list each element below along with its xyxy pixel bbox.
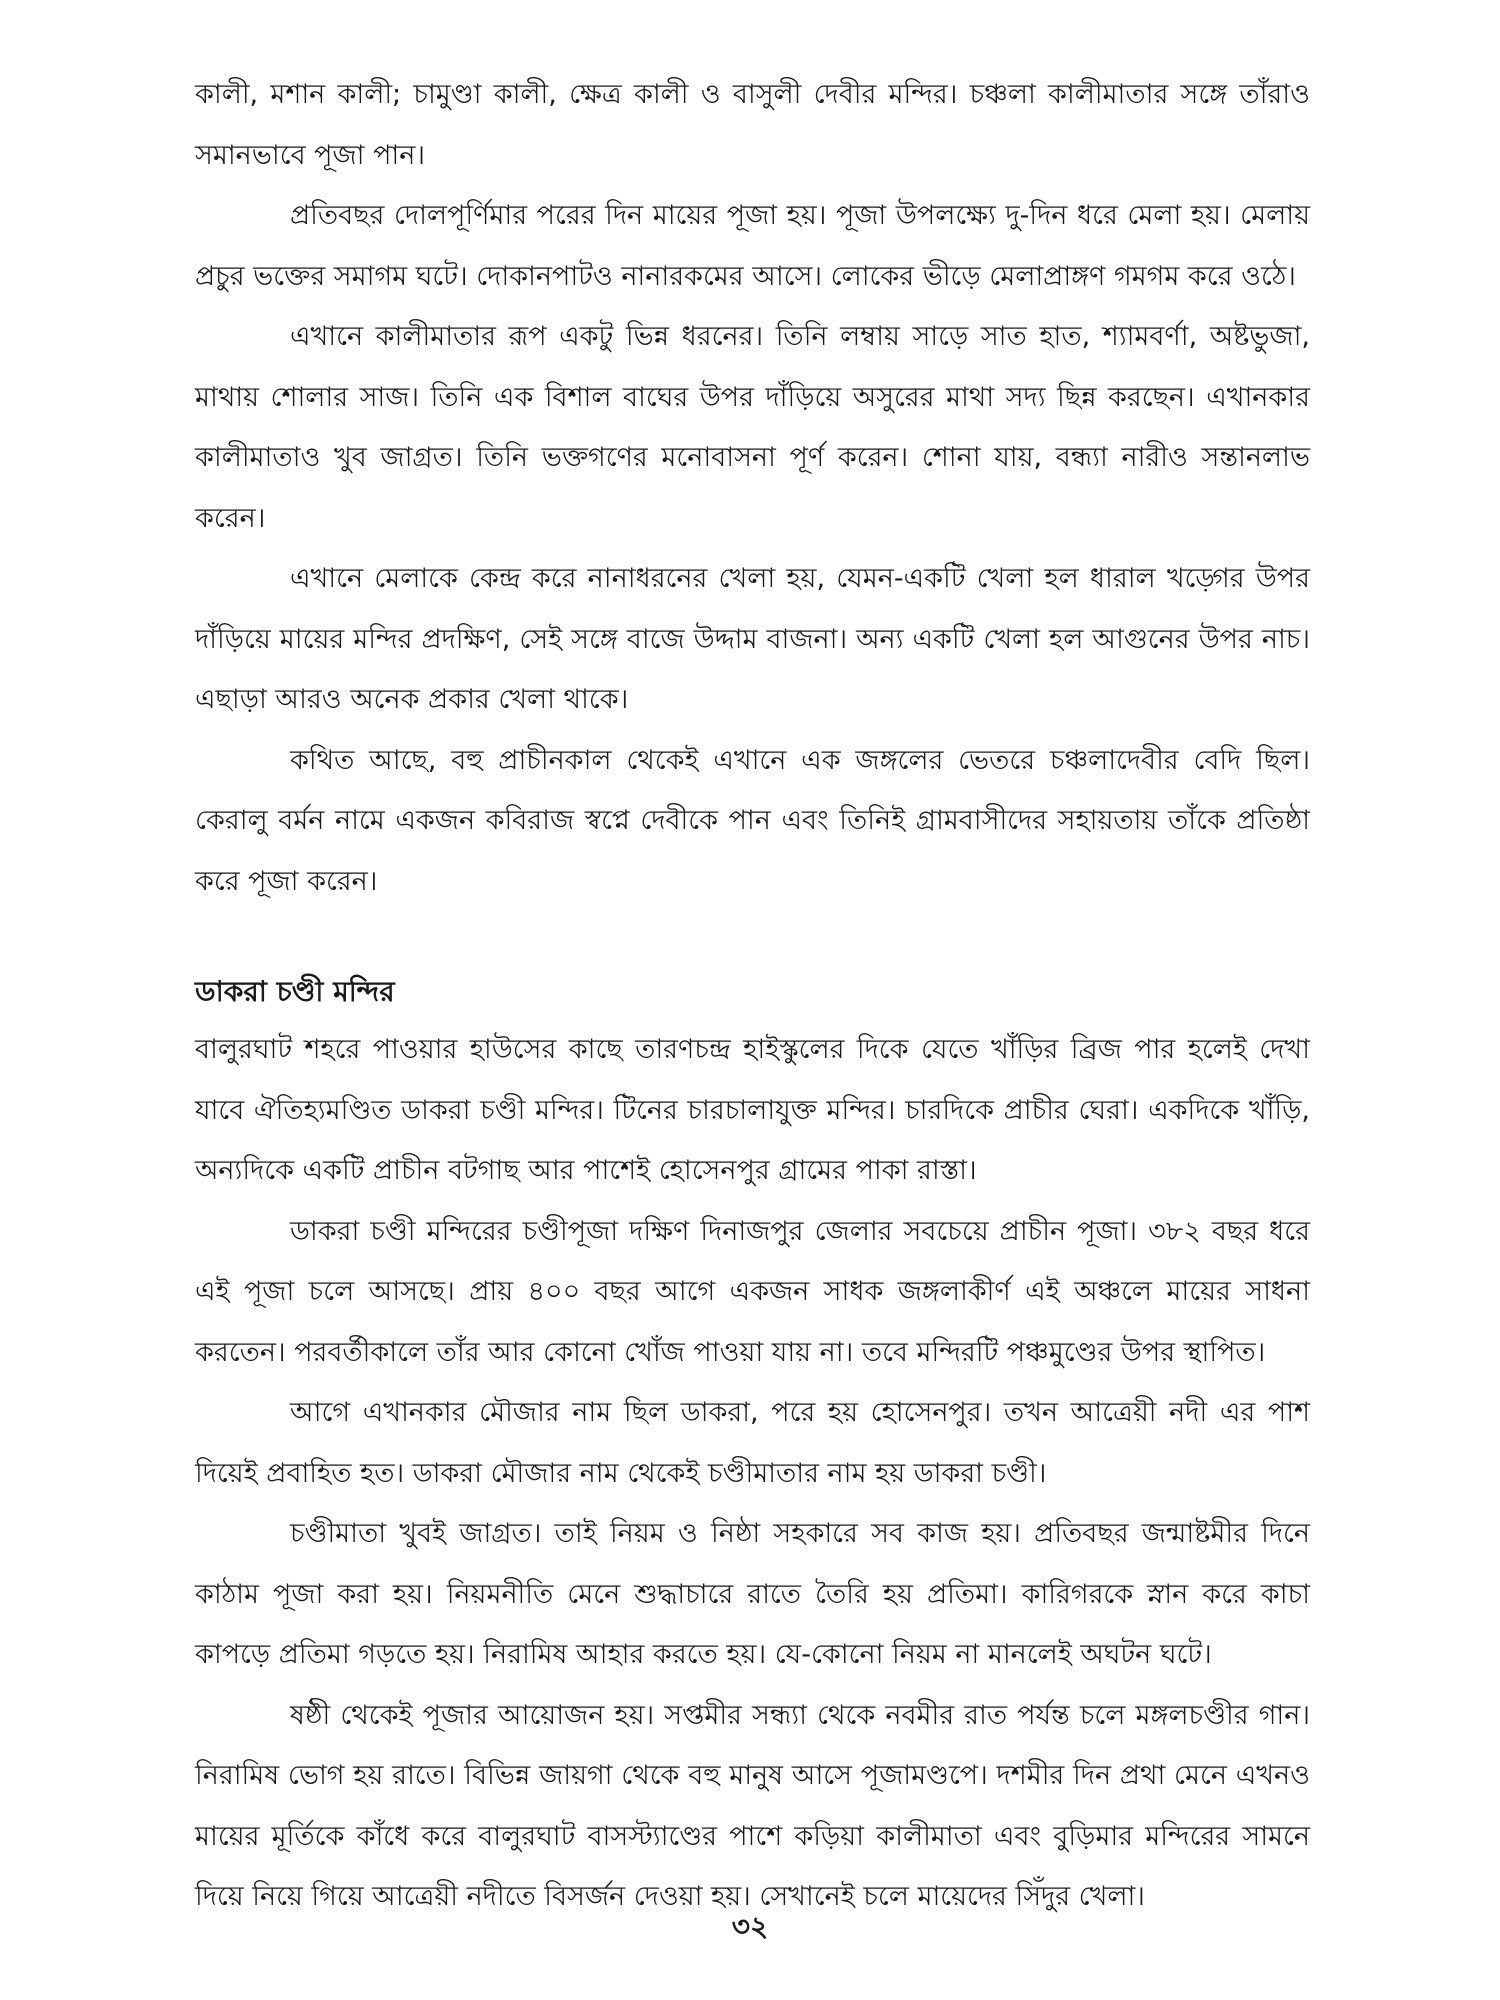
- paragraph: কালী, মশান কালী; চামুণ্ডা কালী, ক্ষেত্র কালী ও বাসুলী দেবীর মন্দির। চঞ্চলা কালীমাতার সঙ্গে তাঁরাও সমানভাবে পূজা পান।: [195, 79, 1310, 171]
- page-number: ৩২: [731, 1910, 769, 1943]
- paragraph: আগে এখানকার মৌজার নাম ছিল ডাকরা, পরে হয় হোসেনপুর। তখন আত্রেয়ী নদী এর পাশ দিয়েই প্রবাহিত হত। ডাকরা মৌজার নাম থেকেই চণ্ডীমাতার নাম হয় ডাকরা চণ্ডী।: [195, 1397, 1310, 1489]
- paragraph: এখানে কালীমাতার রূপ একটু ভিন্ন ধরনের। তিনি লম্বায় সাড়ে সাত হাত, শ্যামবর্ণা, অষ্টভুজা, মাথায় শোলার সাজ। তিনি এক বিশাল বাঘের উপর দাঁড়িয়ে অসুরের মাথা সদ্য ছিন্ন করছেন। এখানকার কালীমাতাও খুব জাগ্রত। তিনি ভক্তগণের মনোবাসনা পূর্ণ করেন। শোনা যায়, বন্ধ্যা নারীও সন্তানলাভ করেন।: [195, 321, 1310, 534]
- page-body: [195, 65, 1310, 1928]
- paragraph: বালুরঘাট শহরে পাওয়ার হাউসের কাছে তারণচন্দ্র হাইস্কুলের দিকে যেতে খাঁড়ির ব্রিজ পার হলেই দেখা যাবে ঐতিহ্যমণ্ডিত ডাকরা চণ্ডী মন্দির। টিনের চারচালাযুক্ত মন্দির। চারদিকে প্রাচীর ঘেরা। একদিকে খাঁড়ি, অন্যদিকে একটি প্রাচীন বটগাছ আর পাশেই হোসেনপুর গ্রামের পাকা রাস্তা।: [195, 1034, 1310, 1186]
- paragraph: চণ্ডীমাতা খুবই জাগ্রত। তাই নিয়ম ও নিষ্ঠা সহকারে সব কাজ হয়। প্রতিবছর জন্মাষ্টমীর দিনে কাঠাম পূজা করা হয়। নিয়মনীতি মেনে শুদ্ধাচারে রাতে তৈরি হয় প্রতিমা। কারিগরকে স্নান করে কাচা কাপড়ে প্রতিমা গড়তে হয়। নিরামিষ আহার করতে হয়। যে-কোনো নিয়ম না মানলেই অঘটন ঘটে।: [195, 1518, 1310, 1670]
- paragraph: ষষ্ঠী থেকেই পূজার আয়োজন হয়। সপ্তমীর সন্ধ্যা থেকে নবমীর রাত পর্যন্ত চলে মঙ্গলচণ্ডীর গান। নিরামিষ ভোগ হয় রাতে। বিভিন্ন জায়গা থেকে বহু মানুষ আসে পূজামণ্ডপে। দশমীর দিন প্রথা মেনে এখনও মায়ের মূর্তিকে কাঁধে করে বালুরঘাট বাসস্ট্যাণ্ডের পাশে কড়িয়া কালীমাতা এবং বুড়িমার মন্দিরের সামনে দিয়ে নিয়ে গিয়ে আত্রেয়ী নদীতে বিসর্জন দেওয়া হয়। সেখানেই চলে মায়েদের সিঁদুর খেলা।: [195, 1699, 1310, 1912]
- paragraph: প্রতিবছর দোলপূর্ণিমার পরের দিন মায়ের পূজা হয়। পূজা উপলক্ষ্যে দু-দিন ধরে মেলা হয়। মেলায় প্রচুর ভক্তের সমাগম ঘটে। দোকানপাটও নানারকমের আসে। লোকের ভীড়ে মেলাপ্রাঙ্গণ গমগম করে ওঠে।: [195, 200, 1310, 292]
- section-divider-space: [195, 912, 1310, 964]
- paragraph: কথিত আছে, বহু প্রাচীনকাল থেকেই এখানে এক জঙ্গলের ভেতরে চঞ্চলাদেবীর বেদি ছিল। কেরালু বর্মন নামে একজন কবিরাজ স্বপ্নে দেবীকে পান এবং তিনিই গ্রামবাসীদের সহায়তায় তাঁকে প্রতিষ্ঠা করে পূজা করেন।: [195, 744, 1310, 897]
- paragraph: ডাকরা চণ্ডী মন্দিরের চণ্ডীপূজা দক্ষিণ দিনাজপুর জেলার সবচেয়ে প্রাচীন পূজা। ৩৮২ বছর ধরে এই পূজা চলে আসছে। প্রায় ৪০০ বছর আগে একজন সাধক জঙ্গলাকীর্ণ এই অঞ্চলে মায়ের সাধনা করতেন। পরবর্তীকালে তাঁর আর কোনো খোঁজ পাওয়া যায় না। তবে মন্দিরটি পঞ্চমুণ্ডের উপর স্থাপিত।: [195, 1215, 1310, 1368]
- section-heading: ডাকরা চণ্ডী মন্দির: [195, 975, 395, 1008]
- paragraph: এখানে মেলাকে কেন্দ্র করে নানাধরনের খেলা হয়, যেমন-একটি খেলা হল ধারাল খড়্গের উপর দাঁড়িয়ে মায়ের মন্দির প্রদক্ষিণ, সেই সঙ্গে বাজে উদ্দাম বাজনা। অন্য একটি খেলা হল আগুনের উপর নাচ। এছাড়া আরও অনেক প্রকার খেলা থাকে।: [195, 563, 1310, 715]
